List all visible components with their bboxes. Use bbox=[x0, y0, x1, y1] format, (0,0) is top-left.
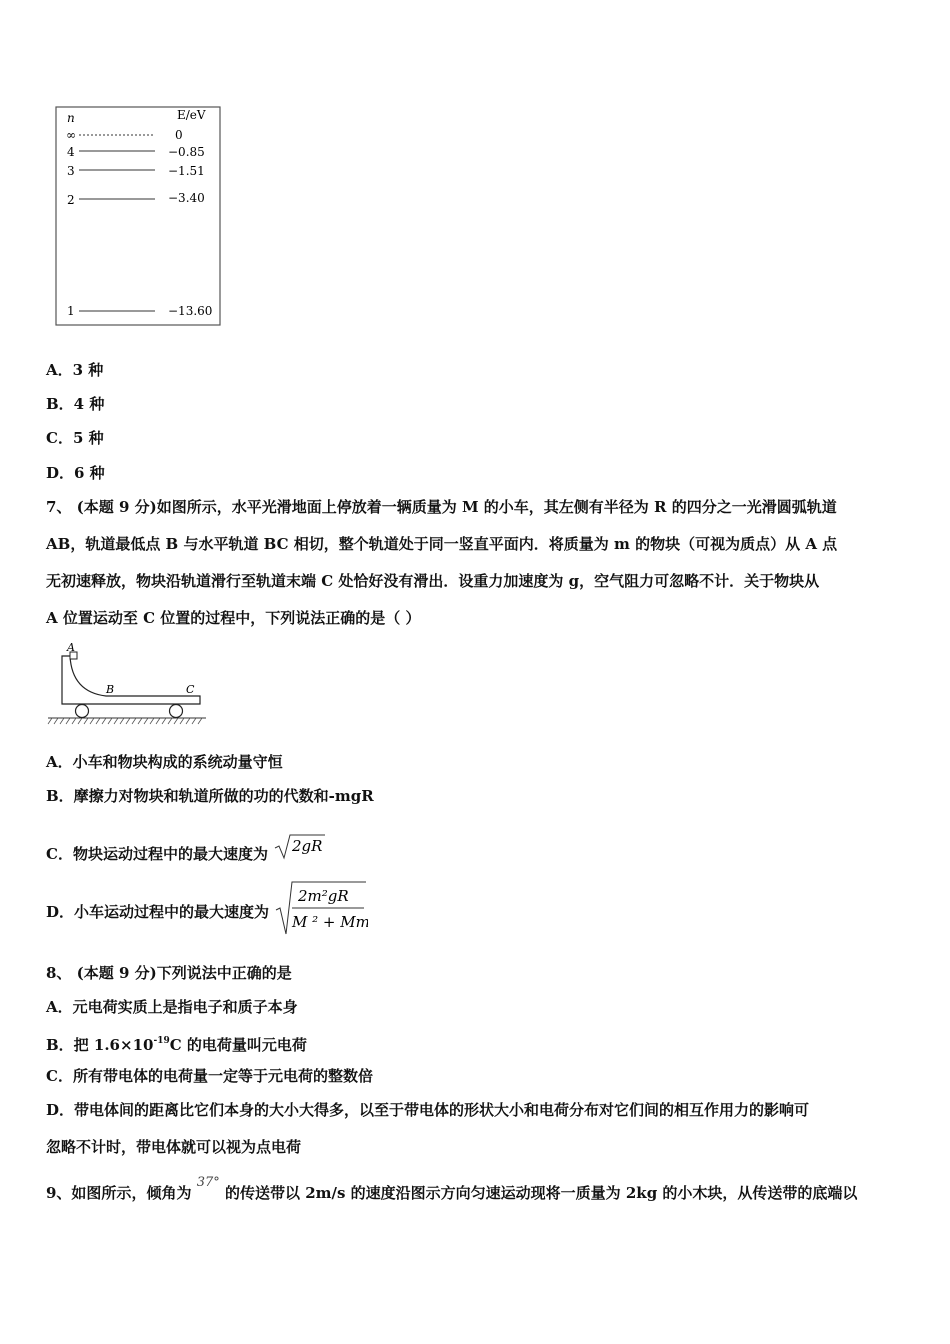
formula-denominator: M ² + Mm bbox=[292, 913, 369, 931]
q7-option-c-text: C．物块运动过程中的最大速度为 bbox=[46, 845, 268, 863]
energy-axis-label: E/eV bbox=[177, 108, 206, 122]
q8-stem: 8、 (本题 9 分)下列说法中正确的是 bbox=[46, 964, 292, 982]
sqrt-2gR-formula bbox=[273, 832, 327, 862]
q9-angle: 37° bbox=[196, 1175, 220, 1190]
q8-option-c: C．所有带电体的电荷量一定等于元电荷的整数倍 bbox=[46, 1067, 373, 1085]
q9-stem bbox=[46, 1175, 858, 1205]
level-n-2: 2 bbox=[67, 193, 75, 207]
level-e-2: −3.40 bbox=[168, 191, 205, 205]
q7-option-d bbox=[46, 880, 368, 936]
level-n-inf: ∞ bbox=[66, 128, 76, 142]
q8-option-b-post: C 的电荷量叫元电荷 bbox=[169, 1036, 307, 1054]
n-axis-label: n bbox=[67, 111, 75, 125]
ground-hatching bbox=[48, 718, 202, 724]
diagram-frame bbox=[56, 107, 220, 325]
q7-option-b: B．摩擦力对物块和轨道所做的功的代数和-mgR bbox=[46, 787, 374, 805]
q8-option-d-line-1: D．带电体间的距离比它们本身的大小大得多，以至于带电体的形状大小和电荷分布对它们间的相互作用力的影响可 bbox=[46, 1101, 810, 1119]
q7-stem-line-4: A 位置运动至 C 位置的过程中，下列说法正确的是（ ） bbox=[46, 609, 421, 627]
q6-option-b: B．4 种 bbox=[46, 395, 105, 413]
q9-stem-post: 的传送带以 2m/s 的速度沿图示方向匀速运动现将一质量为 2kg 的小木块，从传送带的底端以 bbox=[224, 1184, 858, 1202]
q7-option-c bbox=[46, 832, 327, 864]
level-e-1: −13.60 bbox=[168, 304, 213, 318]
cart-body bbox=[62, 656, 200, 704]
level-n-3: 3 bbox=[67, 164, 75, 178]
level-n-1: 1 bbox=[67, 304, 75, 318]
q9-stem-pre: 9、如图所示，倾角为 bbox=[46, 1184, 192, 1202]
q7-stem-line-1: 7、 (本题 9 分)如图所示，水平光滑地面上停放着一辆质量为 M 的小车，其左侧有半径为 R 的四分之一光滑圆弧轨道 bbox=[46, 498, 837, 516]
sqrt-2gR-radicand: 2gR bbox=[292, 837, 323, 855]
level-e-4: −0.85 bbox=[168, 145, 205, 159]
q6-option-c: C．5 种 bbox=[46, 429, 104, 447]
level-e-3: −1.51 bbox=[168, 164, 205, 178]
q8-option-b-exp: -19 bbox=[153, 1036, 170, 1046]
q8-option-b bbox=[46, 1031, 307, 1055]
q8-option-d-line-2: 忽略不计时，带电体就可以视为点电荷 bbox=[46, 1138, 302, 1156]
label-a: A bbox=[67, 642, 75, 654]
label-c: C bbox=[186, 683, 195, 696]
q7-stem-line-3: 无初速释放，物块沿轨道滑行至轨道末端 C 处恰好没有滑出．设重力加速度为 g，空气阻力可忽略不计．关于物块从 bbox=[46, 572, 820, 590]
cart-track-figure bbox=[46, 642, 208, 728]
label-b: B bbox=[106, 683, 115, 696]
q6-option-d: D．6 种 bbox=[46, 464, 105, 482]
q7-stem-line-2: AB，轨道最低点 B 与水平轨道 BC 相切，整个轨道处于同一竖直平面内．将质量为 m 的物块（可视为质点）从 A 点 bbox=[46, 535, 838, 553]
q8-option-a: A．元电荷实质上是指电子和质子本身 bbox=[46, 998, 298, 1016]
level-n-4: 4 bbox=[67, 145, 75, 159]
q8-option-b-pre: B．把 1.6×10 bbox=[46, 1036, 154, 1054]
sqrt-fraction-formula bbox=[274, 880, 368, 936]
q7-option-a: A．小车和物块构成的系统动量守恒 bbox=[46, 753, 283, 771]
cart-wheel-left bbox=[76, 705, 89, 718]
q7-option-d-text: D．小车运动过程中的最大速度为 bbox=[46, 903, 270, 921]
energy-level-diagram bbox=[55, 106, 221, 326]
cart-wheel-right bbox=[170, 705, 183, 718]
q6-option-a: A．3 种 bbox=[46, 361, 104, 379]
level-e-inf: 0 bbox=[175, 128, 183, 142]
formula-numerator: 2m²gR bbox=[298, 887, 349, 905]
